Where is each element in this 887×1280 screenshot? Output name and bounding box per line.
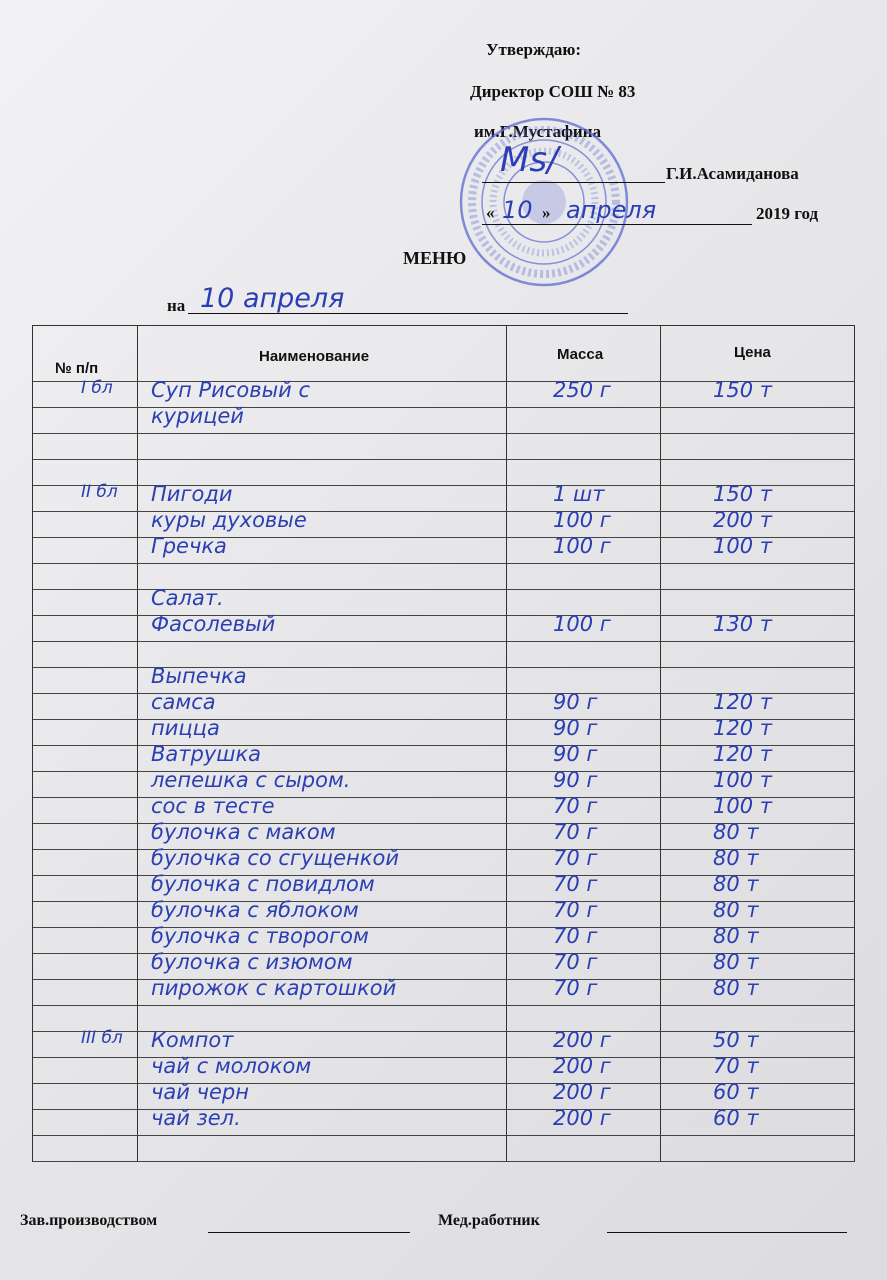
- cell-mass: 70 г: [553, 820, 598, 844]
- cell-name: Компот: [151, 1028, 234, 1052]
- cell-name: чай черн: [151, 1080, 249, 1104]
- cell-mass: 100 г: [553, 612, 611, 636]
- cell-price: 80 т: [713, 950, 759, 974]
- cell-price: 120 т: [713, 742, 772, 766]
- menu-date-value: 10 апреля: [200, 283, 345, 314]
- table-row: [33, 976, 854, 1005]
- cell-number: III бл: [81, 1028, 123, 1048]
- cell-mass: 70 г: [553, 898, 598, 922]
- cell-number: I бл: [81, 378, 113, 398]
- cell-name: Пигоди: [151, 482, 233, 506]
- cell-price: 70 т: [713, 1054, 759, 1078]
- signature-line: [482, 182, 665, 183]
- page-title: МЕНЮ: [403, 248, 467, 268]
- cell-price: 100 т: [713, 794, 772, 818]
- table-row: [33, 534, 854, 563]
- cell-price: 50 т: [713, 1028, 759, 1052]
- cell-mass: 200 г: [553, 1054, 611, 1078]
- table-row: [33, 1161, 854, 1187]
- cell-name: пирожок с картошкой: [151, 976, 397, 1000]
- table-row: [33, 612, 854, 641]
- approval-heading: Утверждаю:: [486, 40, 582, 59]
- cell-name: Салат.: [151, 586, 224, 610]
- approval-signer: Г.И.Асамиданова: [666, 164, 799, 183]
- cell-mass: 100 г: [553, 508, 611, 532]
- cell-price: 100 т: [713, 534, 772, 558]
- header-name: Наименование: [259, 348, 370, 365]
- header-price: Цена: [734, 344, 771, 361]
- cell-name: булочка с творогом: [151, 924, 369, 948]
- cell-name: пицца: [151, 716, 220, 740]
- cell-price: 200 т: [713, 508, 772, 532]
- cell-mass: 70 г: [553, 976, 598, 1000]
- approval-school: им.Г.Мустафина: [474, 122, 602, 141]
- cell-name: куры духовые: [151, 508, 307, 532]
- header-mass: Масса: [557, 346, 604, 363]
- cell-price: 130 т: [713, 612, 772, 636]
- director-signature: Ms/: [500, 140, 559, 180]
- cell-name: Выпечка: [151, 664, 247, 688]
- cell-price: 100 т: [713, 768, 772, 792]
- menu-date-label: на: [167, 296, 186, 315]
- cell-name: Гречка: [151, 534, 227, 558]
- cell-mass: 70 г: [553, 924, 598, 948]
- cell-mass: 70 г: [553, 846, 598, 870]
- cell-mass: 250 г: [553, 378, 611, 402]
- cell-name: булочка с повидлом: [151, 872, 375, 896]
- cell-price: 120 т: [713, 690, 772, 714]
- cell-mass: 70 г: [553, 794, 598, 818]
- cell-mass: 1 шт: [553, 482, 605, 506]
- cell-price: 80 т: [713, 898, 759, 922]
- cell-mass: 70 г: [553, 950, 598, 974]
- cell-price: 80 т: [713, 924, 759, 948]
- cell-mass: 200 г: [553, 1028, 611, 1052]
- cell-name: сос в тесте: [151, 794, 275, 818]
- cell-mass: 100 г: [553, 534, 611, 558]
- cell-number: II бл: [81, 482, 118, 502]
- cell-price: 60 т: [713, 1106, 759, 1130]
- footer-right-label: Мед.работник: [438, 1212, 540, 1229]
- approval-year: 2019 год: [756, 204, 819, 223]
- cell-mass: 90 г: [553, 690, 598, 714]
- cell-mass: 90 г: [553, 768, 598, 792]
- footer-right-line: [607, 1232, 847, 1233]
- header-number: № п/п: [55, 360, 99, 377]
- cell-price: 80 т: [713, 872, 759, 896]
- cell-mass: 200 г: [553, 1080, 611, 1104]
- cell-name: лепешка с сыром.: [151, 768, 351, 792]
- cell-price: 120 т: [713, 716, 772, 740]
- cell-mass: 90 г: [553, 742, 598, 766]
- approval-date-month: апреля: [566, 196, 657, 224]
- footer-left-line: [208, 1232, 410, 1233]
- cell-name: чай зел.: [151, 1106, 241, 1130]
- cell-price: 80 т: [713, 976, 759, 1000]
- approval-date-line: [482, 224, 752, 225]
- cell-name: Ватрушка: [151, 742, 262, 766]
- cell-name: Суп Рисовый с: [151, 378, 311, 402]
- footer-left-label: Зав.производством: [20, 1212, 158, 1229]
- cell-name: курицей: [151, 404, 244, 428]
- table-row: [33, 1106, 854, 1135]
- table-row: [33, 1135, 854, 1161]
- cell-price: 80 т: [713, 820, 759, 844]
- cell-price: 150 т: [713, 482, 772, 506]
- cell-name: булочка со сгущенкой: [151, 846, 399, 870]
- date-open-quote: «: [486, 203, 495, 222]
- table-row: [33, 404, 854, 433]
- cell-mass: 90 г: [553, 716, 598, 740]
- cell-price: 80 т: [713, 846, 759, 870]
- cell-mass: 200 г: [553, 1106, 611, 1130]
- cell-name: Фасолевый: [151, 612, 276, 636]
- cell-name: булочка с яблоком: [151, 898, 359, 922]
- cell-price: 150 т: [713, 378, 772, 402]
- approval-position: Директор СОШ № 83: [470, 82, 636, 101]
- approval-date-day: 10: [502, 196, 533, 224]
- cell-name: чай с молоком: [151, 1054, 312, 1078]
- date-close-quote: »: [542, 203, 551, 222]
- cell-name: самса: [151, 690, 216, 714]
- cell-name: булочка с изюмом: [151, 950, 353, 974]
- cell-mass: 70 г: [553, 872, 598, 896]
- menu-table: [32, 325, 855, 1162]
- cell-price: 60 т: [713, 1080, 759, 1104]
- table-row: [33, 433, 854, 459]
- cell-name: булочка с маком: [151, 820, 336, 844]
